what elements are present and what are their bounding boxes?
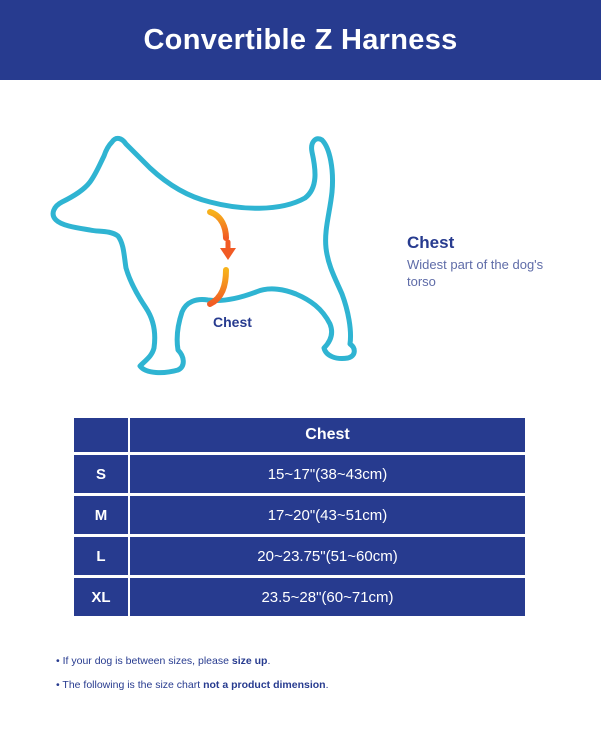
size-cell: M — [74, 496, 130, 537]
note-text: The following is the size chart — [59, 679, 204, 691]
note-text: If your dog is between sizes, please — [59, 655, 232, 667]
down-arrow-icon — [220, 242, 236, 260]
chest-cell: 15~17"(38~43cm) — [130, 455, 525, 496]
dog-illustration — [0, 80, 601, 410]
table-header-row — [74, 418, 525, 455]
notes-section — [56, 655, 329, 703]
chest-cell: 17~20"(43~51cm) — [130, 496, 525, 537]
page-header — [0, 0, 601, 80]
note-item — [56, 655, 329, 679]
note-end: . — [267, 655, 271, 667]
size-chart-table — [74, 418, 525, 616]
size-cell: L — [74, 537, 130, 578]
bullet: • — [56, 679, 60, 691]
measurement-figure — [0, 80, 601, 410]
table-row — [74, 455, 525, 496]
table-row — [74, 578, 525, 616]
size-cell: XL — [74, 578, 130, 616]
note-emphasis: not a product dimension — [203, 679, 326, 691]
chest-cell: 23.5~28"(60~71cm) — [130, 578, 525, 616]
table-header-empty — [74, 418, 130, 455]
table-row — [74, 537, 525, 578]
table-header-chest: Chest — [130, 418, 525, 455]
chest-cell: 20~23.75"(51~60cm) — [130, 537, 525, 578]
note-item — [56, 679, 329, 703]
table-row — [74, 496, 525, 537]
callout-title: Chest — [407, 233, 455, 252]
chest-band-top — [210, 212, 226, 238]
illustration-label: Chest — [213, 314, 252, 330]
note-emphasis: size up — [231, 655, 268, 667]
dog-outline — [53, 138, 354, 372]
note-end: . — [325, 679, 329, 691]
page-title: Convertible Z Harness — [143, 23, 458, 56]
callout-description: Widest part of the dog's torso — [407, 257, 544, 289]
bullet: • — [56, 655, 60, 667]
size-cell: S — [74, 455, 130, 496]
